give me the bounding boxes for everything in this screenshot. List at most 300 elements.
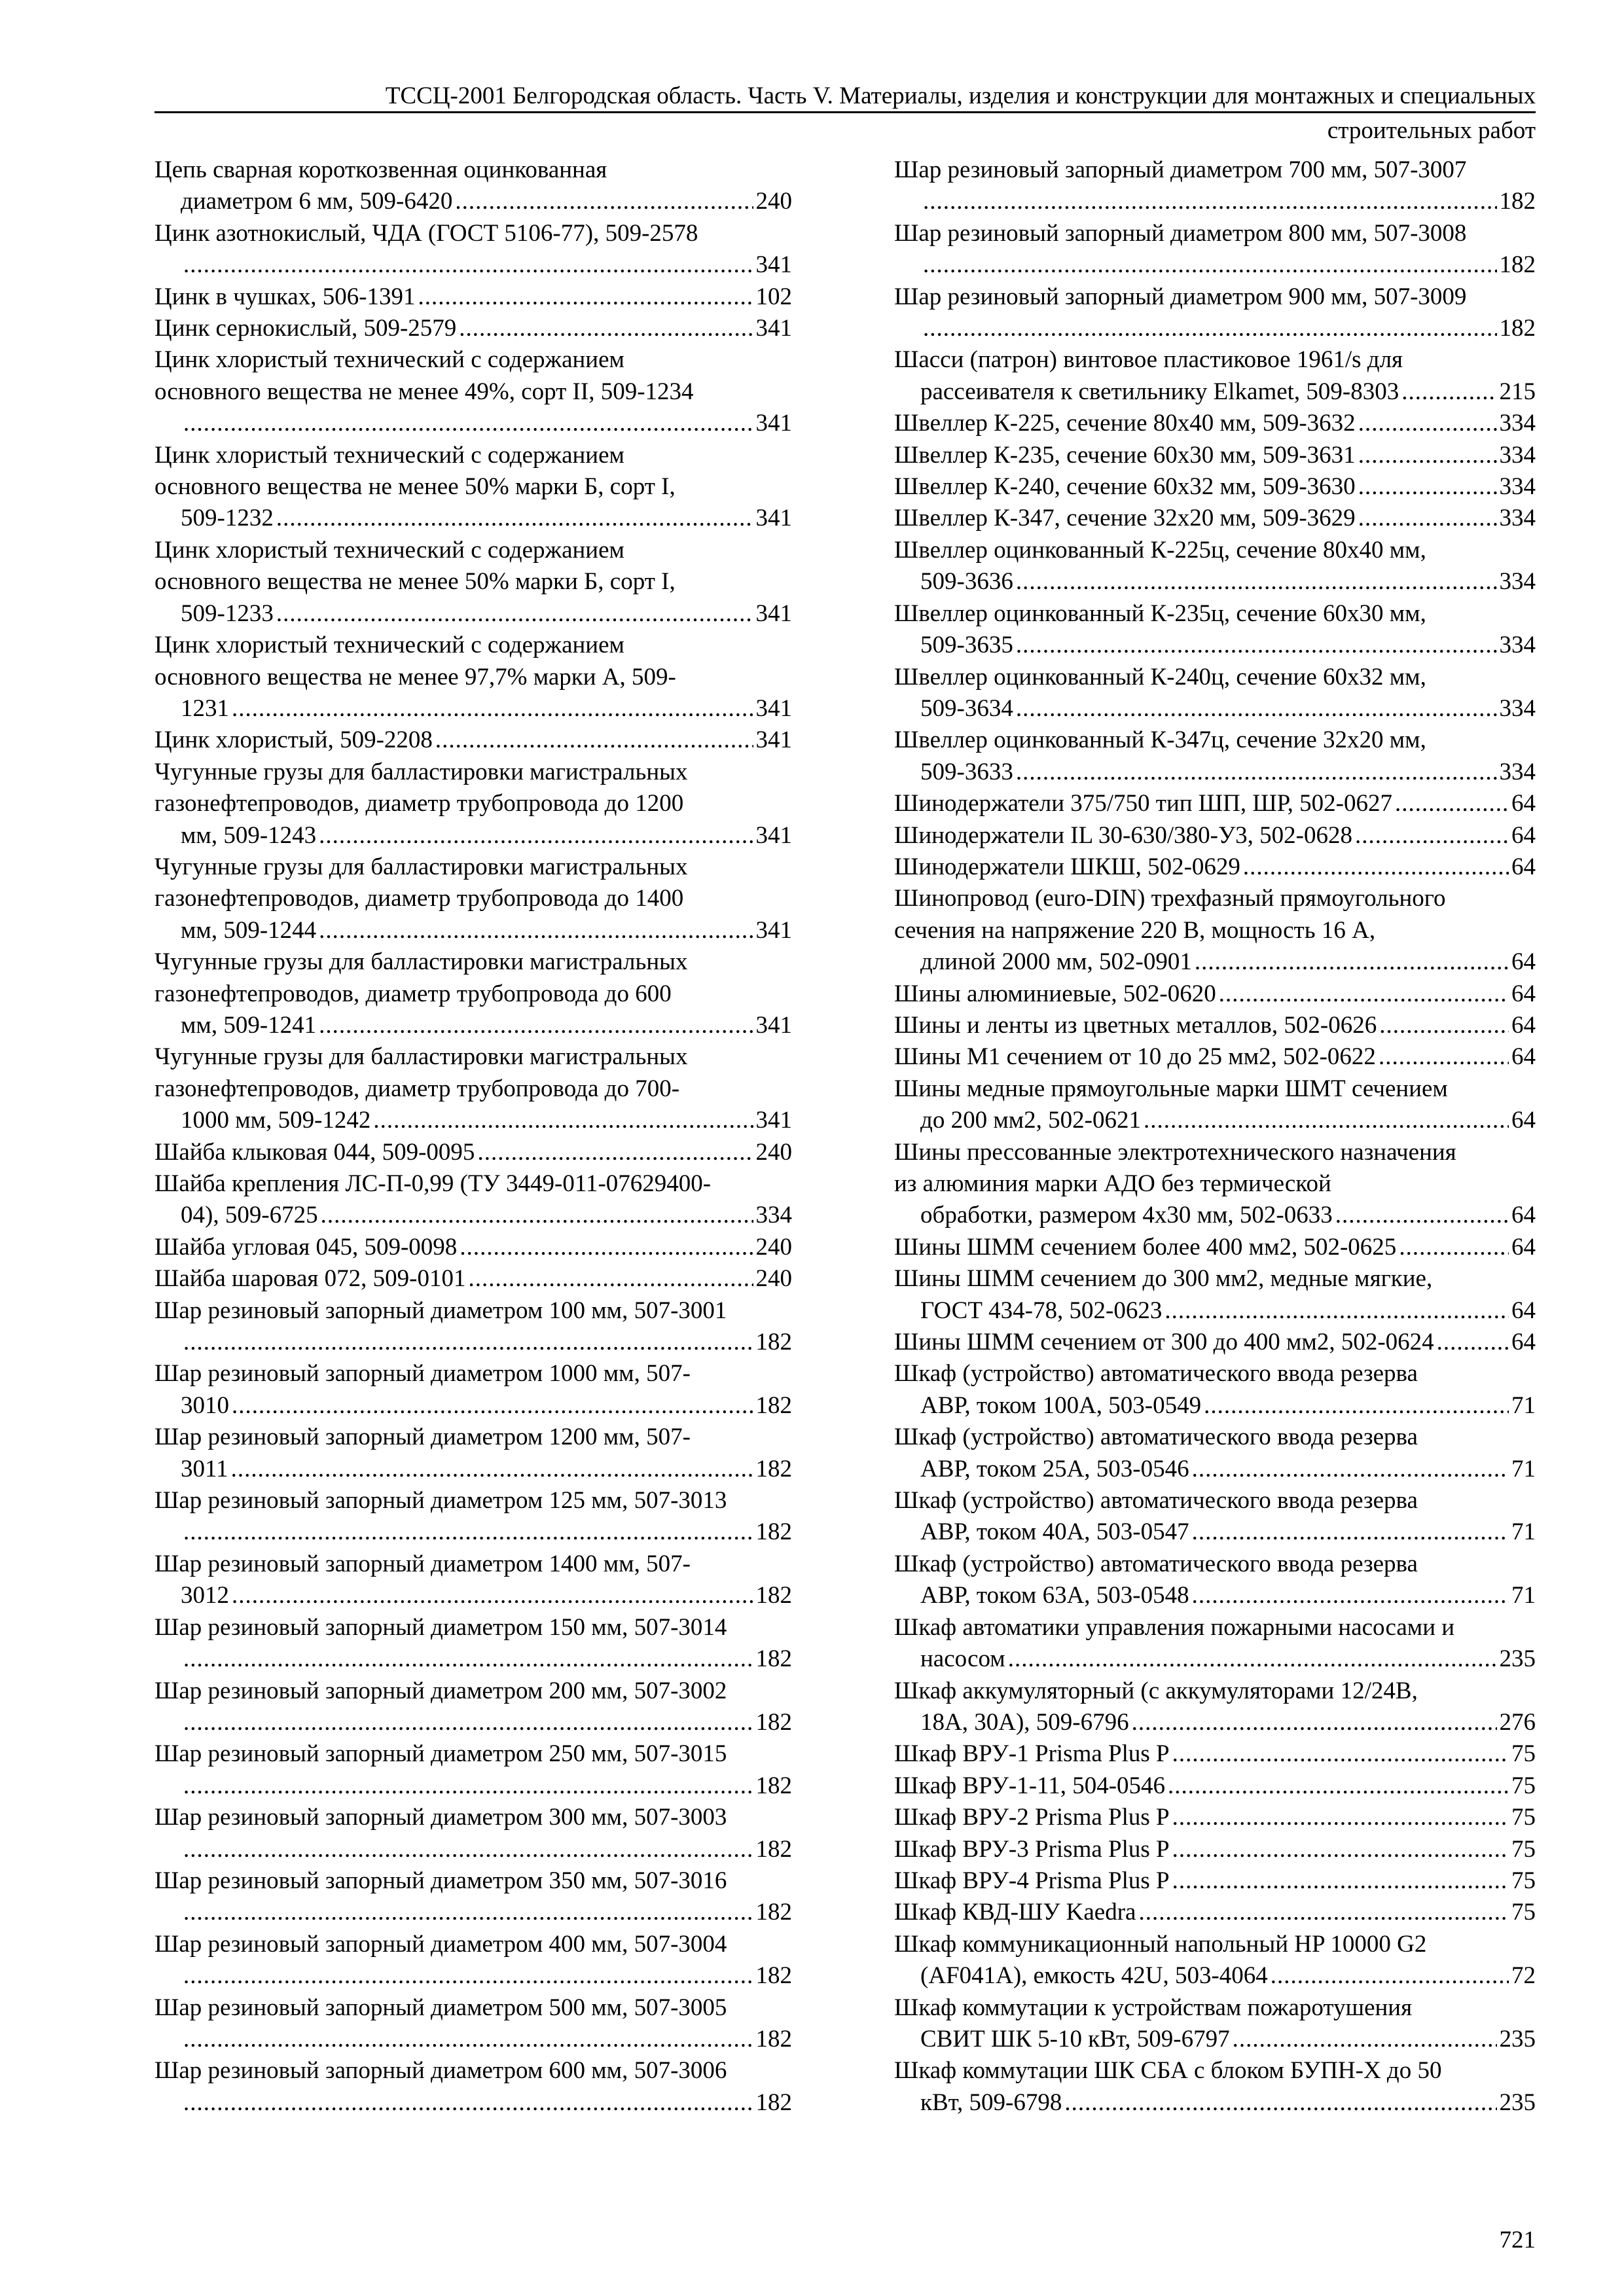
index-entry-text: Цинк хлористый технический с содержанием [154, 632, 624, 659]
index-entry [894, 1865, 1536, 1897]
index-entry [894, 1485, 1536, 1549]
index-entry [894, 471, 1536, 503]
index-entry-text: Цинк хлористый технический с содержанием [154, 346, 624, 374]
dot-leader [1399, 1232, 1509, 1263]
index-entry-leader [894, 1865, 1536, 1897]
index-entry-page: 240 [755, 188, 792, 215]
dot-leader [231, 1454, 753, 1485]
index-entry-tail: Шайба шаровая 072, 509-0101 [154, 1265, 466, 1293]
index-entry-tail: 1000 мм, 509-1242 [181, 1107, 371, 1134]
index-entry [154, 344, 792, 439]
dot-leader [1195, 946, 1509, 978]
index-entry-leader [181, 1770, 792, 1802]
index-entry-tail: 04), 509-6725 [181, 1202, 318, 1229]
index-entry-text: Шар резиновый запорный диаметром 1400 мм, 507- [154, 1550, 691, 1577]
index-entry-text: Шар резиновый запорный диаметром 500 мм, 507-3005 [154, 1994, 727, 2021]
index-entry-tail: 3012 [181, 1582, 229, 1609]
index-entry-text: Шар резиновый запорный диаметром 150 мм, 507-3014 [154, 1613, 727, 1641]
index-entry-page: 341 [755, 1011, 792, 1039]
running-header-line-1: ТССЦ-2001 Белгородская область. Часть V. Материалы, изделия и конструкции для монтажных и специальных [385, 82, 1536, 109]
dot-leader [1204, 1390, 1509, 1422]
index-entry-leader [920, 1960, 1536, 1992]
index-entry-leader [181, 915, 792, 946]
index-entry [894, 281, 1536, 345]
index-entry-page: 71 [1511, 1518, 1536, 1546]
index-entry-page: 182 [755, 1899, 792, 1926]
index-entry-page: 71 [1511, 1582, 1536, 1609]
index-entry [894, 344, 1536, 408]
index-entry-page: 182 [755, 1518, 792, 1546]
index-entry [154, 1485, 792, 1549]
index-entry-tail: Швеллер К-235, сечение 60х30 мм, 509-3631 [894, 441, 1356, 469]
index-entry-page: 334 [1499, 410, 1536, 437]
dot-leader [1219, 978, 1509, 1010]
index-entry-leader [920, 1707, 1536, 1738]
index-entry-leader [894, 788, 1536, 819]
dot-leader [1355, 820, 1509, 852]
index-entry [154, 1295, 792, 1359]
dot-leader [183, 1960, 753, 1992]
index-entry-text: газонефтепроводов, диаметр трубопровода до 1400 [154, 885, 684, 912]
index-entry-text: Чугунные грузы для балластировки магистральных [154, 948, 688, 976]
dot-leader [319, 915, 753, 946]
index-entry [894, 2055, 1536, 2119]
dot-leader [1192, 1516, 1509, 1548]
dot-leader [1335, 1200, 1509, 1231]
index-entry-text: Шины прессованные электротехнического назначения [894, 1138, 1456, 1166]
index-entry-page: 71 [1511, 1391, 1536, 1419]
index-entry-text: Шар резиновый запорный диаметром 600 мм, 507-3006 [154, 2057, 727, 2085]
index-entry [894, 725, 1536, 788]
index-entry [894, 440, 1536, 471]
index-entry-text: газонефтепроводов, диаметр трубопровода до 600 [154, 980, 672, 1007]
index-entry-leader [894, 1897, 1536, 1928]
dot-leader [183, 1327, 753, 1358]
dot-leader [232, 1580, 753, 1611]
dot-leader [183, 1707, 753, 1738]
index-entry-tail: Шинодержатели ШКШ, 502-0629 [894, 853, 1240, 880]
index-entry-leader [181, 1327, 792, 1358]
index-entry [894, 1676, 1536, 1739]
index-entry-leader [181, 1010, 792, 1041]
index-entry-leader [154, 1263, 792, 1295]
index-entry-page: 182 [755, 1645, 792, 1673]
index-entry-text: Шар резиновый запорный диаметром 350 мм, 507-3016 [154, 1867, 727, 1894]
index-entry-text: Швеллер оцинкованный К-347ц, сечение 32х20 мм, [894, 726, 1426, 754]
dot-leader [183, 2024, 753, 2055]
index-entry-page: 235 [1499, 2025, 1536, 2053]
index-entry [154, 218, 792, 281]
index-entry-text: Шайба крепления ЛС-П-0,99 (ТУ 3449-011-07629400- [154, 1170, 712, 1197]
index-entry-page: 182 [755, 1455, 792, 1482]
index-entry-page: 64 [1511, 1329, 1536, 1356]
page-number: 721 [1499, 2227, 1536, 2253]
index-entry-text: Шасси (патрон) винтовое пластиковое 1961/s для [894, 346, 1403, 374]
index-entry-tail: Цинк сернокислый, 509-2579 [154, 315, 457, 342]
index-entry-tail: диаметром 6 мм, 509-6420 [181, 188, 453, 215]
dot-leader [1379, 1041, 1509, 1073]
index-entry-leader [920, 376, 1536, 408]
dot-leader [435, 725, 753, 756]
index-entry-page: 64 [1511, 790, 1536, 817]
index-entry-page: 102 [755, 283, 792, 310]
index-entry-tail: Шины ШММ сечением более 400 мм2, 502-0625 [894, 1233, 1397, 1261]
index-entry-text: Шкаф коммуникационный напольный HP 10000 G2 [894, 1930, 1427, 1958]
dot-leader [276, 503, 753, 534]
dot-leader [319, 820, 753, 852]
index-entry-tail: Шкаф ВРУ-1-11, 504-0546 [894, 1772, 1166, 1799]
index-entry-leader [181, 1580, 792, 1611]
dot-leader [232, 693, 753, 725]
index-entry-leader [894, 852, 1536, 883]
index-entry [894, 1802, 1536, 1833]
dot-leader [455, 186, 753, 217]
index-entry-text: основного вещества не менее 97,7% марки А, 509- [154, 663, 676, 691]
index-entry [894, 883, 1536, 978]
index-entry-text: Шкаф (устройство) автоматического ввода резерва [894, 1424, 1418, 1451]
index-entry-tail: Шайба угловая 045, 509-0098 [154, 1233, 458, 1261]
index-entry [154, 1232, 792, 1263]
index-entry-leader [920, 1105, 1536, 1136]
index-entry-page: 334 [1499, 505, 1536, 532]
index-entry [894, 408, 1536, 439]
dot-leader [1016, 630, 1497, 661]
index-entry-leader [181, 2024, 792, 2055]
index-entry-page: 334 [1499, 473, 1536, 501]
dot-leader [1271, 1960, 1509, 1992]
index-entry-leader [920, 2024, 1536, 2055]
dot-leader [232, 1390, 753, 1422]
index-entry-text: Цинк хлористый технический с содержанием [154, 536, 624, 564]
index-entry-page: 341 [755, 1107, 792, 1134]
index-entry-page: 64 [1511, 1011, 1536, 1039]
index-entry-text: основного вещества не менее 50% марки Б, сорт I, [154, 473, 676, 501]
index-entry-page: 240 [755, 1265, 792, 1293]
index-entry-text: Шинопровод (euro-DIN) трехфазный прямоугольного [894, 885, 1446, 912]
index-entry-page: 75 [1511, 1772, 1536, 1799]
index-entry-text: Шар резиновый запорный диаметром 125 мм, 507-3013 [154, 1487, 727, 1515]
dot-leader [276, 598, 753, 630]
index-entry-leader [920, 1454, 1536, 1485]
index-entry-tail: мм, 509-1241 [181, 1011, 317, 1039]
index-entry [154, 1358, 792, 1422]
index-entry-leader [920, 1390, 1536, 1422]
dot-leader [1395, 788, 1509, 819]
index-entry-page: 71 [1511, 1455, 1536, 1482]
index-entry [154, 1168, 792, 1232]
dot-leader [1144, 1105, 1509, 1136]
index-entry-text: Чугунные грузы для балластировки магистральных [154, 853, 688, 880]
index-entry-leader [154, 725, 792, 756]
index-entry-page: 75 [1511, 1804, 1536, 1831]
index-entry-leader [920, 630, 1536, 661]
index-entry-page: 334 [1499, 694, 1536, 722]
index-entry [154, 1041, 792, 1136]
dot-leader [1437, 1327, 1509, 1358]
index-entry [894, 1010, 1536, 1041]
dot-leader [1016, 566, 1497, 598]
index-entry-text: сечения на напряжение 220 В, мощность 16 А, [894, 916, 1376, 944]
index-entry-page: 182 [755, 1329, 792, 1356]
dot-leader [1064, 2087, 1496, 2119]
dot-leader [1132, 1707, 1497, 1738]
index-entry [154, 1865, 792, 1929]
index-entry [894, 1422, 1536, 1485]
index-entry-tail: до 200 мм2, 502-0621 [920, 1107, 1141, 1134]
index-entry-tail: Цинк хлористый, 509-2208 [154, 726, 433, 754]
index-entry [154, 154, 792, 218]
index-entry-tail: Шкаф КВД-ШУ Kaedra [894, 1899, 1136, 1926]
index-entry-page: 64 [1511, 1043, 1536, 1071]
index-entry-leader [894, 978, 1536, 1010]
index-entry [154, 852, 792, 946]
index-entry-text: Шкаф коммутации к устройствам пожаротушения [894, 1994, 1413, 2021]
index-entry-tail: Шкаф ВРУ-2 Prisma Plus P [894, 1804, 1170, 1831]
index-entry-leader [920, 1516, 1536, 1548]
index-entry-leader [181, 1390, 792, 1422]
index-entry-leader [181, 1454, 792, 1485]
index-entry-page: 182 [1499, 188, 1536, 215]
index-entry-leader [181, 693, 792, 725]
index-entry-tail: АВР, током 25А, 503-0546 [920, 1455, 1189, 1482]
index-entry-tail: 1231 [181, 694, 229, 722]
index-entry [154, 725, 792, 756]
dot-leader [1358, 408, 1497, 439]
index-entry-leader [920, 2087, 1536, 2119]
dot-leader [183, 249, 753, 281]
index-entry [894, 820, 1536, 852]
index-entry-text: Швеллер оцинкованный К-240ц, сечение 60х32 мм, [894, 663, 1426, 691]
index-entry-text: основного вещества не менее 49%, сорт II, 509-1234 [154, 378, 694, 405]
dot-leader [1243, 852, 1509, 883]
index-entry-tail: СВИТ ШК 5-10 кВт, 509-6797 [920, 2025, 1230, 2053]
index-entry [894, 1327, 1536, 1358]
index-entry [154, 2055, 792, 2119]
index-entry-tail: Шины М1 сечением от 10 до 25 мм2, 502-0622 [894, 1043, 1376, 1071]
index-entry-text: Шар резиновый запорный диаметром 300 мм, 507-3003 [154, 1804, 727, 1831]
index-entry-text: Цинк азотнокислый, ЧДА (ГОСТ 5106-77), 509-2578 [154, 219, 698, 247]
dot-leader [1016, 693, 1497, 725]
index-entry-leader [894, 471, 1536, 503]
index-entry-text: Швеллер оцинкованный К-225ц, сечение 80х40 мм, [894, 536, 1426, 564]
index-entry-tail: рассеивателя к светильнику Elkamet, 509-8303 [920, 378, 1399, 405]
index-entry-leader [920, 313, 1536, 344]
index-entry [894, 1232, 1536, 1263]
index-entry-text: газонефтепроводов, диаметр трубопровода до 700- [154, 1075, 680, 1102]
index-entry-tail: мм, 509-1244 [181, 916, 317, 944]
index-entry-page: 240 [755, 1233, 792, 1261]
index-entry [894, 503, 1536, 534]
dot-leader [319, 1010, 753, 1041]
index-entry-tail: 509-3635 [920, 632, 1013, 659]
index-entry-text: Шкаф аккумуляторный (с аккумуляторами 12/24В, [894, 1677, 1418, 1704]
index-entry-page: 75 [1511, 1740, 1536, 1768]
dot-leader [1172, 1865, 1509, 1897]
index-entry-page: 334 [755, 1202, 792, 1229]
index-entry-page: 182 [755, 1772, 792, 1799]
index-entry-text: Шар резиновый запорный диаметром 700 мм, 507-3007 [894, 156, 1467, 183]
index-entry [154, 440, 792, 535]
dot-leader [468, 1263, 753, 1295]
index-entry-tail: насосом [920, 1645, 1005, 1673]
dot-leader [1358, 503, 1497, 534]
index-entry-page: 75 [1511, 1867, 1536, 1894]
index-entry [894, 662, 1536, 725]
index-entry-leader [154, 281, 792, 313]
index-entry-page: 341 [755, 315, 792, 342]
index-entry-leader [181, 1105, 792, 1136]
index-entry-page: 182 [755, 1962, 792, 1990]
index-entry-leader [181, 1897, 792, 1928]
index-entry-tail: ГОСТ 434-78, 502-0623 [920, 1297, 1163, 1324]
index-entry-page: 64 [1511, 1202, 1536, 1229]
dot-leader [321, 1200, 753, 1231]
dot-leader [1401, 376, 1496, 408]
running-header [154, 81, 1536, 113]
index-entry [894, 535, 1536, 598]
index-entry-tail: 3011 [181, 1455, 228, 1482]
index-entry-leader [181, 1643, 792, 1675]
index-entry-page: 341 [755, 505, 792, 532]
index-entry-text: Шар резиновый запорный диаметром 200 мм, 507-3002 [154, 1677, 727, 1704]
index-entry-text: Шкаф коммутации ШК СБА с блоком БУПН-Х до 50 [894, 2057, 1442, 2085]
index-entry-page: 334 [1499, 441, 1536, 469]
index-entry-tail: 509-1233 [181, 600, 274, 627]
index-entry [894, 1834, 1536, 1865]
index-entry-text: Шар резиновый запорный диаметром 1200 мм, 507- [154, 1424, 691, 1451]
dot-leader [1164, 1295, 1509, 1327]
index-entry [894, 1137, 1536, 1232]
index-entry-page: 64 [1511, 948, 1536, 976]
index-entry-text: из алюминия марки АДО без термической [894, 1170, 1331, 1197]
index-entry-tail: Шкаф ВРУ-1 Prisma Plus P [894, 1740, 1170, 1768]
index-entry-tail: Шкаф ВРУ-3 Prisma Plus P [894, 1835, 1170, 1863]
index-entry-tail: Швеллер К-240, сечение 60х32 мм, 509-3630 [894, 473, 1356, 501]
dot-leader [1008, 1643, 1497, 1675]
index-entry-text: Шкаф автоматики управления пожарными насосами и [894, 1613, 1455, 1641]
index-entry-text: Шкаф (устройство) автоматического ввода резерва [894, 1550, 1418, 1577]
index-entry-page: 334 [1499, 758, 1536, 785]
index-entry [894, 852, 1536, 883]
dot-leader [923, 249, 1497, 281]
index-entry-tail: Шинодержатели 375/750 тип ШП, ШР, 502-0627 [894, 790, 1392, 817]
index-entry-leader [181, 1200, 792, 1231]
index-entry-leader [920, 1295, 1536, 1327]
index-entry-leader [894, 820, 1536, 852]
index-entry-page: 341 [755, 916, 792, 944]
index-entry-tail: 509-1232 [181, 505, 274, 532]
index-entry-tail: АВР, током 40А, 503-0547 [920, 1518, 1189, 1546]
index-entry-leader [154, 313, 792, 344]
index-entry-leader [181, 408, 792, 439]
index-entry [154, 1549, 792, 1612]
index-entry-page: 341 [755, 600, 792, 627]
dot-leader [923, 186, 1497, 217]
index-entry [894, 1358, 1536, 1422]
index-entry-text: Шар резиновый запорный диаметром 900 мм, 507-3009 [894, 283, 1467, 310]
index-entry [154, 1992, 792, 2056]
index-entry-text: Чугунные грузы для балластировки магистральных [154, 1043, 688, 1071]
dot-leader [1168, 1770, 1509, 1802]
index-entry-page: 235 [1499, 1645, 1536, 1673]
index-entry-leader [920, 249, 1536, 281]
index-entry-tail: АВР, током 100А, 503-0549 [920, 1391, 1202, 1419]
index-entry-leader [181, 1516, 792, 1548]
index-entry-leader [181, 1707, 792, 1738]
dot-leader [183, 1516, 753, 1548]
dot-leader [1172, 1834, 1509, 1865]
running-header-line-2: строительных работ [1327, 117, 1536, 144]
index-entry-leader [894, 1327, 1536, 1358]
index-entry-page: 182 [1499, 315, 1536, 342]
index-entry-text: Шины медные прямоугольные марки ШМТ сечением [894, 1075, 1448, 1102]
index-entry-leader [181, 1834, 792, 1865]
index-entry-text: Шар резиновый запорный диаметром 100 мм, 507-3001 [154, 1297, 727, 1324]
index-entry-tail: Шайба клыковая 044, 509-0095 [154, 1138, 475, 1166]
index-entry-page: 64 [1511, 853, 1536, 880]
index-entry [894, 598, 1536, 662]
index-entry [154, 1802, 792, 1865]
index-entry-tail: 3010 [181, 1391, 229, 1419]
index-entry-leader [920, 186, 1536, 217]
index-entry [154, 313, 792, 344]
index-entry-page: 334 [1499, 568, 1536, 596]
index-entry [894, 1992, 1536, 2056]
index-entry-page: 182 [755, 1835, 792, 1863]
index-entry-tail: кВт, 509-6798 [920, 2089, 1062, 2116]
index-entry-page: 75 [1511, 1899, 1536, 1926]
index-entry-leader [894, 1041, 1536, 1073]
index-entry [894, 1263, 1536, 1327]
index-entry-text: Чугунные грузы для балластировки магистральных [154, 758, 688, 785]
dot-leader [373, 1105, 753, 1136]
index-entry-page: 341 [755, 694, 792, 722]
index-entry-text: Цепь сварная короткозвенная оцинкованная [154, 156, 607, 183]
index-entry-leader [894, 408, 1536, 439]
index-entry [894, 1897, 1536, 1928]
index-entry-text: Шар резиновый запорный диаметром 1000 мм, 507- [154, 1360, 691, 1388]
index-entry-leader [181, 820, 792, 852]
dot-leader [183, 1834, 753, 1865]
index-entry [894, 978, 1536, 1010]
index-entry-text: основного вещества не менее 50% марки Б, сорт I, [154, 568, 676, 596]
index-entry [154, 946, 792, 1041]
index-entry [154, 1929, 792, 1992]
index-entry-page: 75 [1511, 1835, 1536, 1863]
index-entry [154, 630, 792, 725]
index-entry [894, 1738, 1536, 1770]
index-entry-tail: Шины и ленты из цветных металлов, 502-0626 [894, 1011, 1377, 1039]
index-entry-tail: Шины алюминиевые, 502-0620 [894, 980, 1216, 1007]
index-entry [154, 1612, 792, 1676]
index-entry-leader [181, 2087, 792, 2119]
index-entry [154, 1137, 792, 1168]
index-entry-leader [894, 1802, 1536, 1833]
index-entry [154, 281, 792, 313]
index-entry-page: 215 [1499, 378, 1536, 405]
dot-leader [1358, 440, 1497, 471]
index-entry-tail: Шины ШММ сечением от 300 до 400 мм2, 502-0624 [894, 1329, 1434, 1356]
index-entry [894, 1041, 1536, 1073]
index-entry-leader [920, 693, 1536, 725]
index-entry-leader [920, 566, 1536, 598]
dot-leader [183, 1643, 753, 1675]
index-entry-tail: длиной 2000 мм, 502-0901 [920, 948, 1192, 976]
index-entry-text: Швеллер оцинкованный К-235ц, сечение 60х30 мм, [894, 600, 1426, 627]
index-entry-page: 182 [755, 2025, 792, 2053]
dot-leader [1379, 1010, 1509, 1041]
index-entry [894, 154, 1536, 218]
